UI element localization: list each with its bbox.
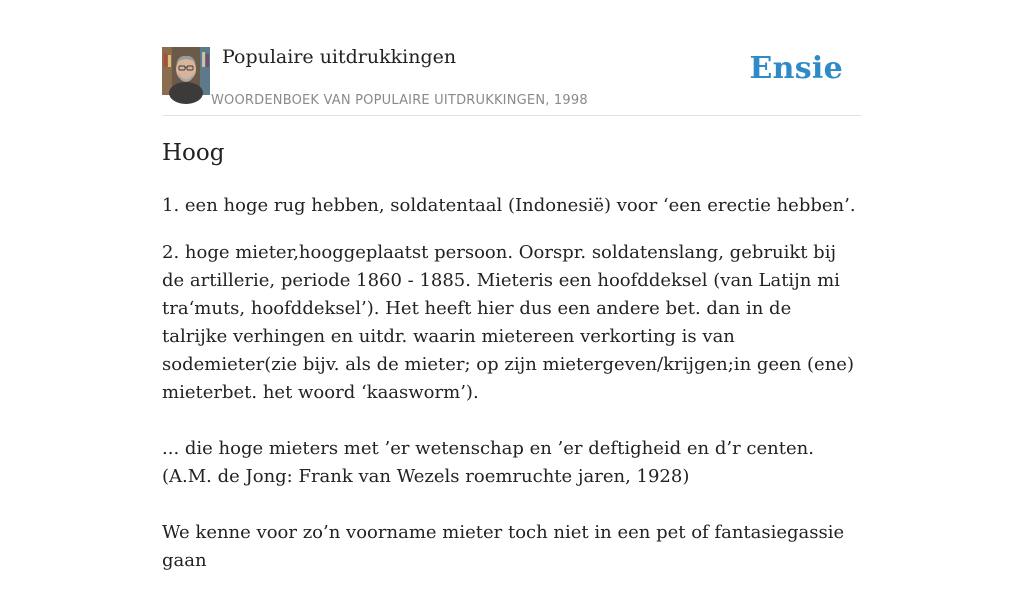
author-name-link[interactable]: Populaire uitdrukkingen (222, 46, 457, 68)
author-avatar[interactable] (162, 47, 210, 95)
entry-title: Hoog (162, 140, 225, 166)
ensie-logo[interactable]: Ensie (749, 51, 843, 86)
source-label: WOORDENBOEK VAN POPULAIRE UITDRUKKINGEN, 1998 (211, 93, 588, 108)
article-page (162, 0, 862, 571)
definition-paragraph-1: 1. een hoge rug hebben, soldatentaal (Indonesië) voor ‘een erectie hebben’. (162, 195, 856, 216)
quote-paragraph-1: ... die hoge mieters met ’er wetenschap en ’er deftigheid en d’r centen. (A.M. de Jong: Frank van Wezels roemruchte jaren, 1928) (162, 438, 814, 487)
definition-paragraph-2: 2. hoge mieter,hooggeplaatst persoon. Oorspr. soldatenslang, gebruikt bij de artillerie, periode 1860 - 1885. Mieteris een hoofddeksel (van Latijn mi tra‘muts, hoofddeksel’). Het heeft hier dus een andere bet. dan in de talrijke verhingen en uitdr. waarin mietereen verkorting is van sodemieter(zie bijv. als de mieter; op zijn mietergeven/krijgen;in geen (ene) mieterbet. het woord ‘kaasworm’). (162, 242, 854, 403)
quote-paragraph-2: We kenne voor zo’n voorname mieter toch niet in een pet of fantasiegassie gaan (162, 522, 845, 571)
entry-body (162, 192, 862, 594)
author-portrait-icon (162, 47, 210, 95)
entry-header (162, 0, 862, 116)
